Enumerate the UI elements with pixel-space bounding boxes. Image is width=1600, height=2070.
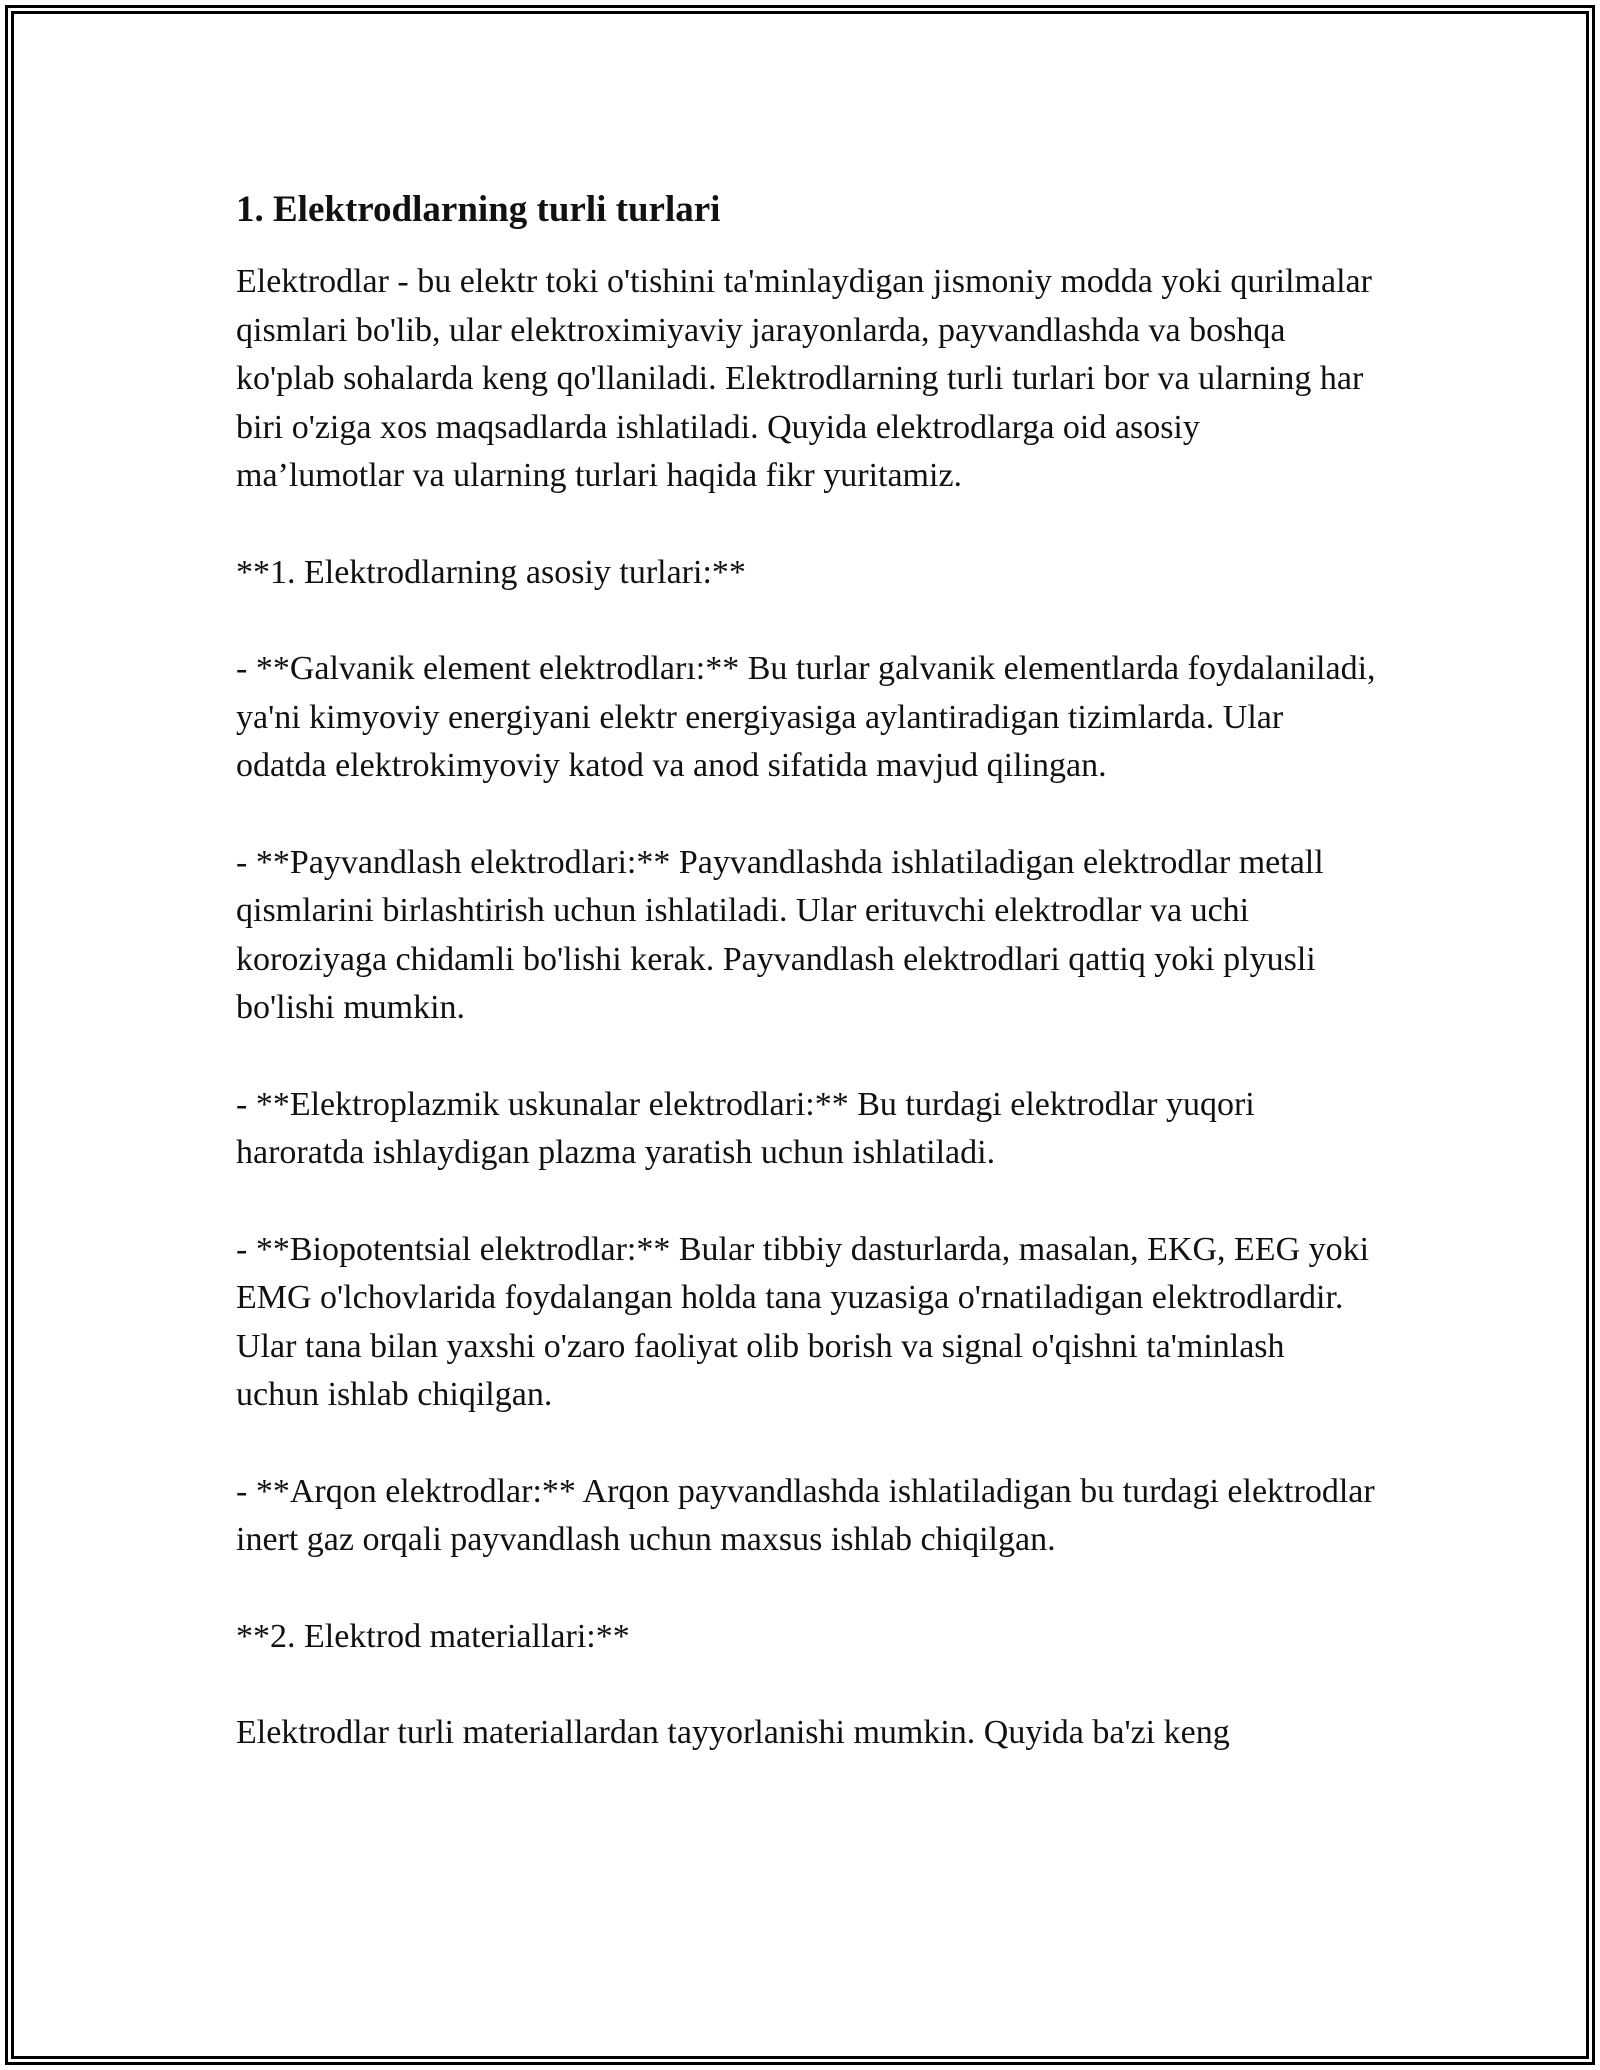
intro-paragraph: Elektrodlar - bu elektr toki o'tishini ta'minlaydigan jismoniy modda yoki qurilmalar qismlari bo'lib, ular elektroximiyaviy jarayonlarda, payvandlashda va boshqa ko'plab sohalarda keng qo'llaniladi. Elektrodlarning turli turlari bor va ularning har biri o'ziga xos maqsadlarda ishlatiladi. Quyida elektrodlarga oid asosiy ma’lumotlar va ularning turlari haqida fikr yuritamiz. <box>236 263 1372 494</box>
list-item-galvanic: - **Galvanik element elektrodları:** Bu turlar galvanik elementlarda foydalaniladi, ya'ni kimyoviy energiyani elektr energiyasiga aylantiradigan tizimlarda. Ular odatda elektrokimyoviy katod va anod sifatida mavjud qilingan. <box>236 650 1376 784</box>
section-heading-types: **1. Elektrodlarning asosiy turlari:** <box>236 553 746 591</box>
list-item-welding: - **Payvandlash elektrodlari:** Payvandlashda ishlatiladigan elektrodlar metall qismlarini birlashtirish uchun ishlatiladi. Ular erituvchi elektrodlar va uchi koroziyaga chidamli bo'lishi kerak. Payvandlash elektrodlari qattiq yoki plyusli bo'lishi mumkin. <box>236 843 1324 1026</box>
list-item-biopotential: - **Biopotentsial elektrodlar:** Bular tibbiy dasturlarda, masalan, EKG, EEG yoki EMG o'lchovlarida foydalangan holda tana yuzasiga o'rnatiladigan elektrodlardir. Ular tana bilan yaxshi o'zaro faoliyat olib borish va signal o'qishni ta'minlash uchun ishlab chiqilgan. <box>236 1230 1370 1413</box>
document-body <box>236 180 1376 1806</box>
section-heading-materials: **2. Elektrod materiallari:** <box>236 1617 630 1655</box>
materials-paragraph: Elektrodlar turli materiallardan tayyorlanishi mumkin. Quyida ba'zi keng <box>236 1714 1230 1751</box>
list-item-electroplasma: - **Elektroplazmik uskunalar elektrodlari:** Bu turdagi elektrodlar yuqori haroratda ishlaydigan plazma yaratish uchun ishlatiladi. <box>236 1085 1255 1171</box>
document-title: 1. Elektrodlarning turli turlari <box>236 189 721 230</box>
list-item-arqon: - **Arqon elektrodlar:** Arqon payvandlashda ishlatiladigan bu turdagi elektrodlar inert gaz orqali payvandlash uchun maxsus ishlab chiqilgan. <box>236 1472 1375 1558</box>
